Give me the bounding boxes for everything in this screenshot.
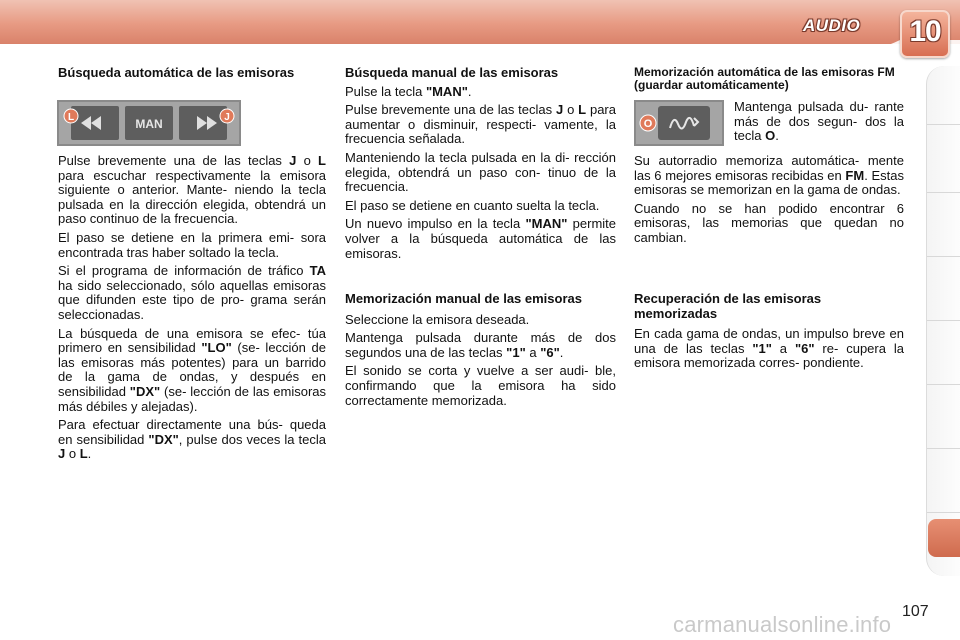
tab-divider — [927, 448, 960, 449]
chapter-tab-active — [928, 519, 960, 557]
paragraph: Pulse la tecla "MAN". — [345, 83, 472, 99]
bold-term: TA — [309, 263, 326, 279]
paragraph: En cada gama de ondas, un impulso breve en una de las teclas "1" a "6" re- cupera la emisora memorizada corres- pondiente. — [634, 326, 904, 371]
paragraph: Mantenga pulsada du- rante más de dos segun- dos la tecla O. — [734, 99, 904, 144]
radio-buttons-panel-image — [57, 100, 241, 146]
column-3 — [634, 66, 904, 92]
bold-term: "6" — [794, 340, 815, 356]
paragraph: Seleccione la emisora deseada. — [345, 311, 530, 327]
section-title-auto-memorization: Memorización automática de las emisoras FM (guardar automáticamente) — [634, 65, 895, 92]
watermark: carmanualsonline.info — [673, 612, 892, 637]
column-1-body — [58, 154, 326, 466]
bold-term: "MAN" — [525, 216, 568, 232]
column-3-lower — [634, 292, 904, 375]
bold-term: "1" — [752, 340, 772, 356]
column-3-side-text — [734, 100, 904, 148]
paragraph: Manteniendo la tecla pulsada en la di- rección elegida, obtendrá un paso con- tinuo de la frecuencia. — [345, 149, 616, 195]
tab-divider — [927, 320, 960, 321]
column-2 — [345, 66, 616, 265]
paragraph: Pulse brevemente una de las teclas J o L para aumentar o disminuir, respecti- vamente, la frecuencia señalada. — [345, 102, 616, 147]
column-2-lower — [345, 292, 616, 412]
paragraph: Cuando no se han podido encontrar 6 emisoras, las memorias que quedan no cambian. — [634, 200, 904, 245]
o-key-badge: O — [643, 118, 653, 130]
tab-divider — [927, 124, 960, 125]
chapter-badge — [900, 10, 950, 58]
paragraph: El sonido se corta y vuelve a ser audi- ble, confirmando que la emisora ha sido correctamente memorizada. — [345, 363, 616, 408]
column-1 — [58, 66, 326, 81]
bold-term: "LO" — [201, 340, 232, 356]
bold-term: L — [79, 446, 88, 462]
bold-term: J — [289, 153, 297, 168]
chapter-number: 10 — [909, 15, 941, 48]
bold-term: J — [58, 446, 66, 462]
paragraph: Su autorradio memoriza automática- mente las 6 mejores emisoras recibidas en FM. Estas emisoras se memorizan en la gama de ondas. — [634, 153, 904, 198]
bold-term: O — [765, 128, 776, 144]
bold-term: L — [578, 102, 587, 118]
paragraph: Pulse brevemente una de las teclas J o L para escuchar respectivamente la emisora siguiente o anterior. Mante- niendo la tecla pulsada en la dirección elegida, obtendrá un paso continuo de la frecuencia. — [58, 153, 326, 227]
paragraph: Para efectuar directamente una bús- queda en sensibilidad "DX", pulse dos veces la tecla J o L. — [58, 417, 326, 462]
tab-divider — [927, 256, 960, 257]
o-button-image — [634, 100, 724, 146]
paragraph: Un nuevo impulso en la tecla "MAN" permite volver a la búsqueda automática de las emisoras. — [345, 216, 617, 261]
paragraph: La búsqueda de una emisora se efec- túa primero en sensibilidad "LO" (se- lección de las emisoras más potentes) para un barrido de la gama de ondas, y después en sensibilidad "DX" (se- lección de las emisoras más débiles y alejadas). — [58, 325, 327, 414]
paragraph: Mantenga pulsada durante más de dos segundos una de las teclas "1" a "6". — [345, 330, 616, 360]
bold-term: J — [556, 102, 564, 118]
bold-term: FM — [845, 167, 865, 183]
paragraph: El paso se detiene en la primera emi- sora encontrada tras haber soltado la tecla. — [58, 229, 326, 260]
bold-term: "DX" — [129, 383, 161, 399]
bold-term: "1" — [506, 344, 526, 360]
section-title-manual-search: Búsqueda manual de las emisoras — [345, 65, 559, 80]
paragraph: El paso se detiene en cuanto suelta la tecla. — [345, 197, 600, 213]
chapter-tab-strip — [926, 66, 960, 576]
bold-term: "6" — [540, 344, 560, 360]
section-title-auto-search: Búsqueda automática de las emisoras — [58, 65, 295, 80]
bold-term: "MAN" — [425, 83, 468, 99]
paragraph: Si el programa de información de tráfico TA ha sido seleccionado, sólo aquellas emisoras que difunden este tipo de pro- grama serán seleccionadas. — [58, 263, 326, 322]
man-key-label: MAN — [135, 117, 163, 131]
column-3-body — [634, 154, 904, 250]
tab-divider — [927, 192, 960, 193]
right-key-badge: J — [224, 112, 230, 123]
page-number: 107 — [902, 603, 929, 620]
tab-divider — [927, 384, 960, 385]
bold-term: "DX" — [148, 431, 179, 447]
section-title-manual-memorization: Memorización manual de las emisoras — [345, 291, 582, 306]
section-title-recall-stations: Recuperación de las emisoras memorizadas — [634, 291, 822, 321]
left-key-badge: L — [67, 112, 75, 123]
bold-term: L — [318, 153, 326, 168]
chapter-title: AUDIO — [803, 16, 861, 35]
tab-divider — [927, 512, 960, 513]
